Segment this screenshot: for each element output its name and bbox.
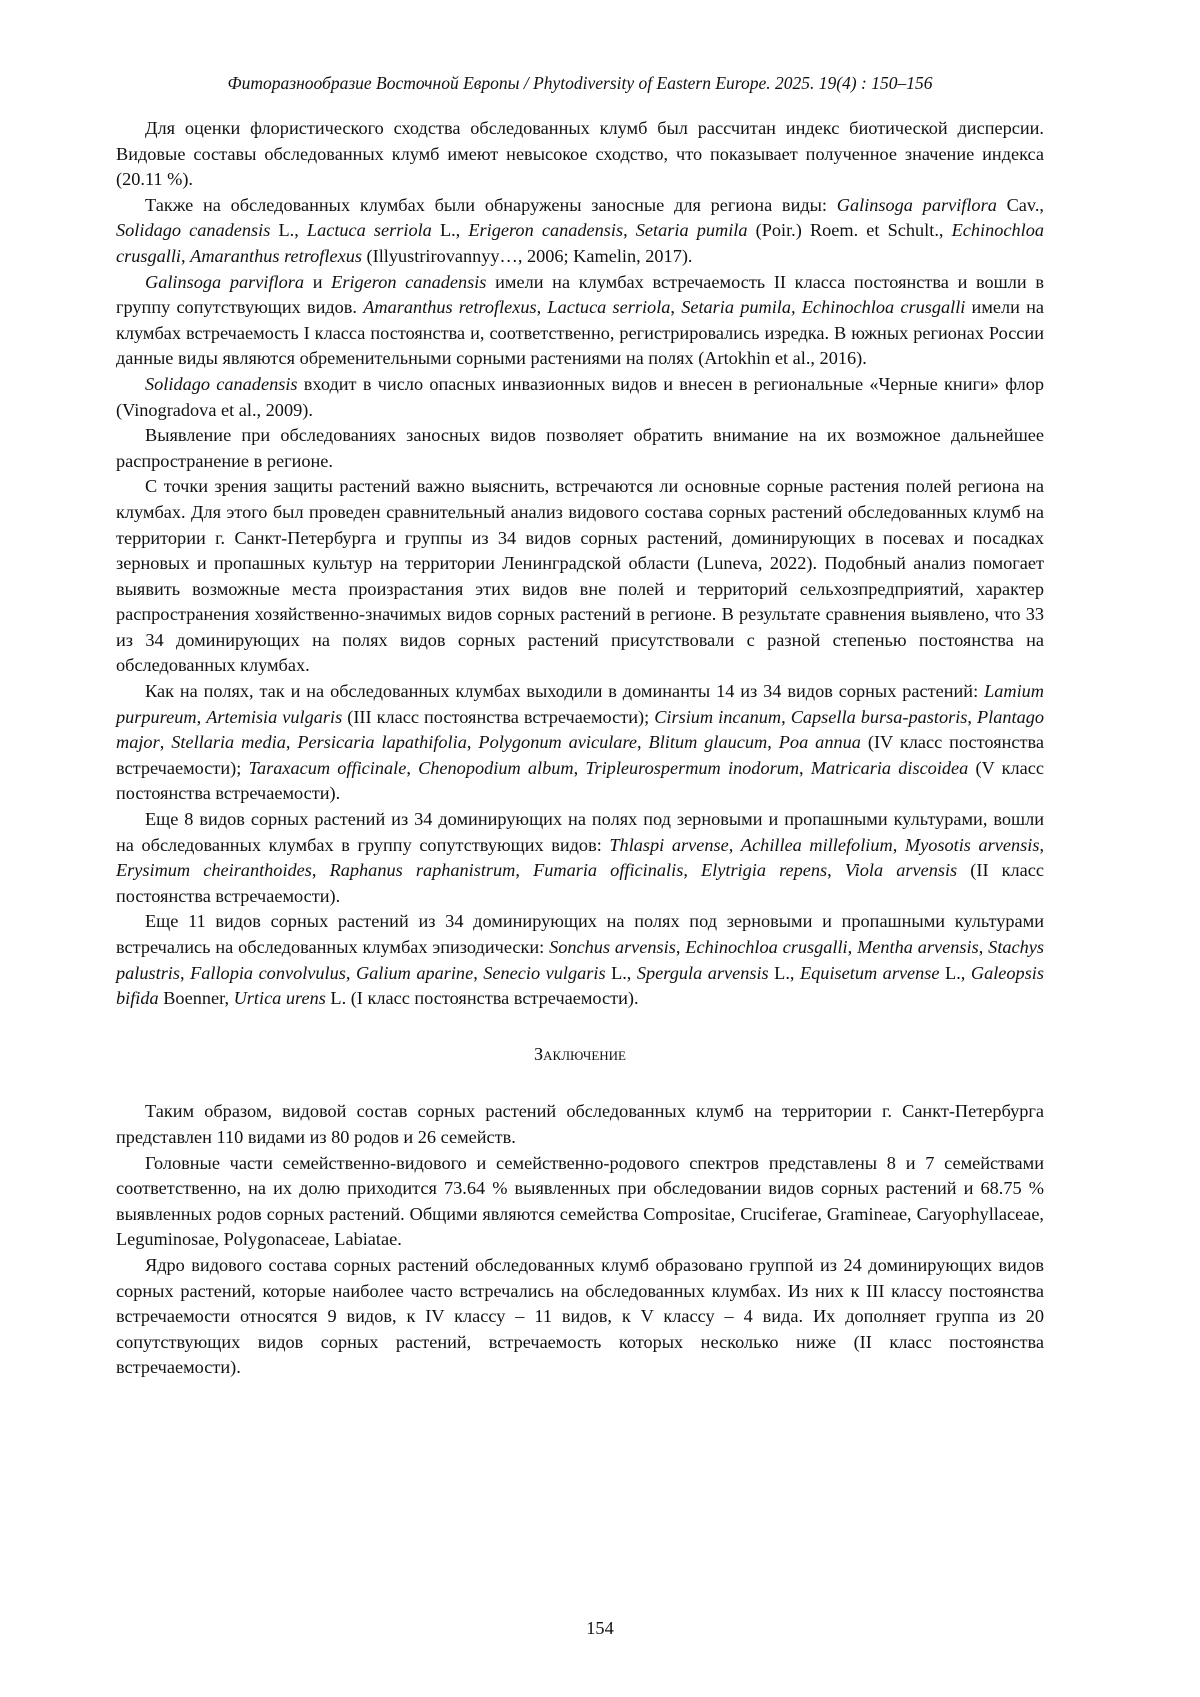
section-title-conclusion: Заключение xyxy=(533,1043,626,1064)
paragraph xyxy=(116,1099,1044,1150)
species-name: Blitum glaucum xyxy=(648,732,768,753)
paragraph xyxy=(116,423,1044,474)
text-run: L., xyxy=(431,220,469,241)
species-name: Matricaria discoidea xyxy=(810,757,969,778)
text-run: L., xyxy=(939,962,971,983)
text-run: Выявление при обследованиях заносных видов позволяет обратить внимание на их возможное дальнейшее распространение в регионе. xyxy=(116,425,1044,471)
species-name: Setaria pumila, Echinochloa crusgalli xyxy=(681,297,966,318)
text-run: , xyxy=(670,297,682,318)
paragraph xyxy=(116,909,1044,1011)
text-run: , xyxy=(345,962,356,983)
text-run: и xyxy=(304,271,332,292)
text-run: , xyxy=(196,706,207,727)
text-run: , xyxy=(573,757,586,778)
text-run: , xyxy=(623,220,636,241)
paragraph xyxy=(116,270,1044,372)
species-name: Artemisia vulgaris xyxy=(206,706,343,727)
text-run: Boenner, xyxy=(158,988,234,1009)
species-name: Mentha arvensis xyxy=(857,937,979,957)
paragraph xyxy=(116,193,1044,270)
species-name: Tripleurospermum inodorum xyxy=(585,757,800,778)
species-name: Thlaspi arvense xyxy=(609,834,729,855)
text-run: , xyxy=(181,245,191,266)
text-run: L., xyxy=(605,962,637,983)
text-run: Как на полях, так и на обследованных клумбах выходили в доминанты 14 из 34 видов сорных растений: xyxy=(145,681,985,702)
text-run: , xyxy=(285,732,298,753)
species-name: Echinochloa crusgalli xyxy=(685,937,848,957)
results-section xyxy=(116,116,1044,1012)
species-name: Lamium purpureum xyxy=(116,681,1044,727)
text-run: Cav., xyxy=(996,194,1044,215)
page-number: 154 xyxy=(586,1618,614,1638)
species-name: Galinsoga parviflora xyxy=(836,194,997,215)
species-name: Lactuca serriola xyxy=(306,220,432,241)
text-run: Для оценки флористического сходства обследованных клумб был рассчитан индекс биотической дисперсии. Видовые составы обследованных клумб имеют невысокое сходство, что показывает полученное значение индекса (20.11 %). xyxy=(116,118,1044,190)
species-name: Elytrigia repens xyxy=(701,860,828,881)
species-name: Galeopsis bifida xyxy=(116,962,1044,1009)
text-run: Головные части семейственно-видового и семейственно-родового спектров представлены 8 и 7 семействами соответственно, на их долю приходится 73.64 % выявленных при обследовании видов сорных растений и 68.75 % выявленных родов сорных растений. Общими являются семейства Compositae, Cruciferae, Gramineae, Caryophyllaceae, Leguminosae, Polygonaceae, Labiatae. xyxy=(116,1152,1044,1250)
text-run: , xyxy=(180,962,191,983)
species-name: Persicaria lapathifolia xyxy=(297,732,467,753)
species-name: Spergula arvensis xyxy=(636,962,769,983)
species-name: Lactuca serriola xyxy=(547,297,671,318)
species-name: Erysimum cheiranthoides xyxy=(116,860,312,881)
species-name: Fallopia convolvulus xyxy=(190,962,346,983)
text-run: , xyxy=(536,297,548,318)
text-run: (III класс постоянства встречаемости); xyxy=(342,706,655,727)
article-body xyxy=(116,116,1044,1381)
species-name: Plantago major xyxy=(116,706,1045,753)
text-run: , xyxy=(767,732,779,753)
text-run: , xyxy=(1039,834,1045,855)
text-run: (II класс постоянства встречаемости). xyxy=(116,860,1044,906)
species-name: Solidago canadensis xyxy=(145,373,298,394)
species-name: Solidago canadensis xyxy=(116,220,271,241)
species-name: Poa annua xyxy=(778,732,861,753)
text-run: имели на клумбах встречаемость II класса постоянства и вошли в группу сопутствующих видов. xyxy=(116,271,1044,318)
text-run: (IV класс постоянства встречаемости); xyxy=(116,732,1045,778)
text-run: , xyxy=(892,834,905,855)
running-head: Фиторазнообразие Восточной Европы / Phytodiversity of Eastern Europe. 2025. 19(4) : 150–156 xyxy=(227,73,933,93)
text-run: Еще 8 видов сорных растений из 34 доминирующих на полях под зерновыми и пропашными культурами, вошли на обследованных клумбах в группу сопутствующих видов: xyxy=(116,809,1044,855)
paragraph xyxy=(116,679,1044,807)
species-name: Erigeron canadensis xyxy=(468,220,624,241)
species-name: Setaria pumila xyxy=(635,220,748,241)
text-run: (V класс постоянства встречаемости). xyxy=(116,757,1044,804)
text-run: , xyxy=(466,732,479,753)
text-run: L., xyxy=(768,962,800,983)
species-name: Amaranthus retroflexus xyxy=(363,297,537,318)
paragraph xyxy=(116,1253,1044,1381)
text-run: Таким образом, видовой состав сорных растений обследованных клумб на территории г. Санкт-Петербурга представлен 110 видами из 80 родов и 26 семейств. xyxy=(116,1101,1044,1147)
text-run: , xyxy=(781,706,791,727)
species-name: Sonchus arvensis xyxy=(549,937,676,957)
species-name: Fumaria officinalis xyxy=(533,860,684,881)
species-name: Capsella bursa-pastoris xyxy=(790,706,968,727)
species-name: Urtica urens xyxy=(233,988,326,1009)
species-name: Chenopodium album xyxy=(418,757,574,778)
text-run: , xyxy=(799,757,811,778)
paragraph xyxy=(116,116,1044,193)
text-run: , xyxy=(637,732,649,753)
text-run: Ядро видового состава сорных растений обследованных клумб образовано группой из 24 доминирующих видов сорных растений, которые наиболее часто встречались на обследованных клумбах. Из них к III классу постоянства встречаемости относятся 9 видов, к IV классу – 11 видов, к V классу – 4 вида. Их дополняет группа из 20 сопутствующих видов сорных растений, встречаемость которых несколько ниже (II класс постоянства встречаемости). xyxy=(116,1254,1044,1378)
text-run: , xyxy=(683,860,701,881)
text-run: (Illyustrirovannyy…, 2006; Kamelin, 2017). xyxy=(361,245,693,266)
species-name: Myosotis arvensis xyxy=(904,834,1040,855)
species-name: Amaranthus retroflexus xyxy=(190,245,362,266)
paragraph xyxy=(116,1151,1044,1253)
text-run: , xyxy=(675,937,686,957)
paragraph xyxy=(116,474,1044,679)
text-run: , xyxy=(967,706,978,727)
species-name: Galium aparine xyxy=(355,962,474,983)
species-name: Erigeron canadensis xyxy=(331,271,487,292)
species-name: Cirsium incanum xyxy=(654,706,782,727)
text-run: , xyxy=(847,937,858,957)
paragraph xyxy=(116,807,1044,909)
text-run: входит в число опасных инвазионных видов и внесен в региональные «Черные книги» флор (Vinogradova et al., 2009). xyxy=(116,373,1044,420)
species-name: Viola arvensis xyxy=(844,860,958,881)
species-name: Senecio vulgaris xyxy=(483,962,606,983)
paragraph xyxy=(116,372,1044,423)
species-name: Stellaria media xyxy=(171,732,286,753)
species-name: Achillea millefolium xyxy=(740,834,893,855)
text-run: , xyxy=(406,757,419,778)
conclusion-section xyxy=(116,1099,1044,1381)
text-run: L. (I класс постоянства встречаемости). xyxy=(325,988,639,1009)
species-name: Echinochloa crusgalli xyxy=(116,220,1045,266)
species-name: Taraxacum officinale xyxy=(248,757,407,778)
text-run: , xyxy=(159,732,172,753)
text-run: , xyxy=(515,860,534,881)
species-name: Equisetum arvense xyxy=(800,962,940,983)
species-name: Raphanus raphanistrum xyxy=(329,860,516,881)
text-run: , xyxy=(827,860,845,881)
text-run: L., xyxy=(270,220,307,241)
text-run: , xyxy=(728,834,741,855)
text-run: Еще 11 видов сорных растений из 34 доминирующих на полях под зерновыми и пропашными культурами встречались на обследованных клумбах эпизодически: xyxy=(116,911,1044,957)
text-run: , xyxy=(311,860,330,881)
text-run: (Poir.) Roem. et Schult., xyxy=(747,220,952,241)
species-name: Polygonum aviculare xyxy=(478,732,637,753)
text-run: , xyxy=(978,937,989,957)
species-name: Galinsoga parviflora xyxy=(145,271,305,292)
text-run: Также на обследованных клумбах были обнаружены заносные для региона виды: xyxy=(145,194,837,215)
text-run: , xyxy=(473,962,484,983)
species-name: Stachys palustris xyxy=(116,937,1045,983)
text-run: С точки зрения защиты растений важно выяснить, встречаются ли основные сорные растения полей региона на клумбах. Для этого был проведен сравнительный анализ видового состава сорных растений обследованных клумб на территории г. Санкт-Петербурга и группы из 34 видов сорных растений, доминирующих в посевах и посадках зерновых и пропашных культур на территории Ленинградской области (Luneva, 2022). Подобный анализ помогает выявить возможные места произрастания этих видов вне полей и территорий сельхозпредприятий, характер распространения хозяйственно-значимых видов сорных растений в регионе. В результате сравнения выявлено, что 33 из 34 доминирующих на полях видов сорных растений присутствовали с разной степенью постоянства на обследованных клумбах. xyxy=(116,476,1044,676)
text-run: имели на клумбах встречаемость I класса постоянства и, соответственно, регистрировались изредка. В южных регионах России данные виды являются обременительными сорными растениями на полях (Artokhin et al., 2016). xyxy=(116,297,1045,369)
